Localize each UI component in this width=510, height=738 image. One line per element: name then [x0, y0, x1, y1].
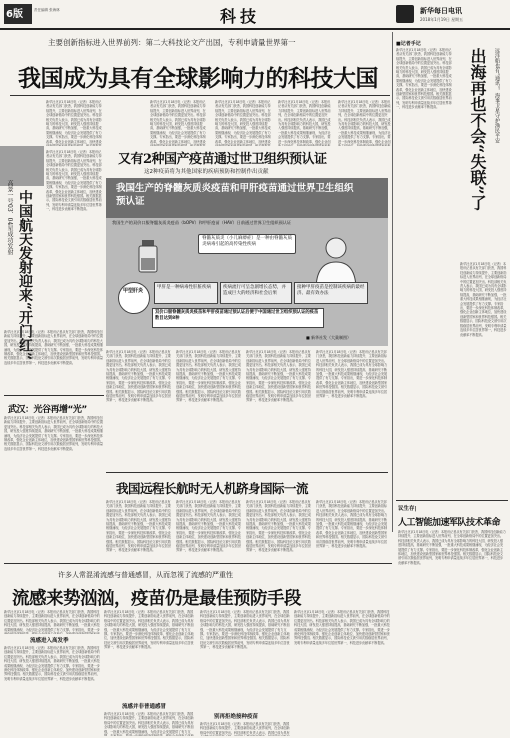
vaccine-col-3: 新华社北京1月18日电（记者）本报讯记者从有关部门获悉，我国科技创新能力持续提升，主要创新指标进入世界前列，在全球创新格局中的位置更加突出。科技部相关负责人表示，我国已成为具有全球影响力的科技大国，研发投入强度持续提高，基础研究不断加强，一批重大科技成果相继涌现，为经济社会发展提供了有力支撑。专家指出，要进一步深化科技体制改革，强化企业创新主体地位，加快建设创新型国家和世界科技强国。相关数据显示，国际科技论文被引用次数稳居世界前列，发明专利申请量连续多年位居世界第一，科技进步贡献率不断提高。 — [246, 350, 311, 403]
left-col-body-c: 新华社北京1月18日电（记者）本报讯记者从有关部门获悉，我国科技创新能力持续提升，主要创新指标进入世界前列，在全球创新格局中的位置更加突出。科技部相关负责人表示，我国已成为具有全球影响力的科技大国，研发投入强度持续提高，基础研究不断加强，一批重大科技成果相继涌现，为经济社会发展提供了有力支撑。专家指出，要进一步深化科技体制改革，强化企业创新主体地位，加快建设创新型国家和世界科技强国。相关数据显示，国际科技论文被引用次数稳居世界前列，发明专利申请量连续多年位居世界第一，科技进步贡献率不断提高。 — [4, 416, 103, 451]
commentary-body-b: 新华社北京1月18日电（记者）本报讯记者从有关部门获悉，我国科技创新能力持续提升，主要创新指标进入世界前列，在全球创新格局中的位置更加突出。科技部相关负责人表示，我国已成为具有全球影响力的科技大国，研发投入强度持续提高，基础研究不断加强，一批重大科技成果相继涌现，为经济社会发展提供了有力支撑。专家指出，要进一步深化科技体制改革，强化企业创新主体地位，加快建设创新型国家和世界科技强国。相关数据显示，国际科技论文被引用次数稳居世界前列，发明专利申请量连续多年位居世界第一，科技进步贡献率不断提高。 — [460, 262, 507, 337]
paper-name: 新华每日电讯 — [420, 7, 462, 15]
graphic-subtitle: 我国生产的双价口服脊髓灰质炎疫苗（bOPV）和甲肝疫苗（HAV）日前通过世界卫生组织预认证 — [112, 220, 292, 225]
vaccine-subtitle: 这2种疫苗将为其他国家的疾病预防和控制作出贡献 — [144, 169, 269, 175]
flu-subhead-1: 流感进入高发季 — [30, 638, 69, 644]
flu-rule — [4, 563, 392, 564]
flu-col-2b: 新华社北京1月18日电（记者）本报讯记者从有关部门获悉，我国科技创新能力持续提升，主要创新指标进入世界前列，在全球创新格局中的位置更加突出。科技部相关负责人表示，我国已成为具有全球影响力的科技大国，研发投入强度持续提高，基础研究不断加强，一批重大科技成果相继涌现，为经济社会发展提供了有力支 — [104, 712, 194, 734]
ai-rule — [396, 500, 508, 501]
section-title: 科技 — [220, 7, 261, 26]
issue-date: 2018年1月19日 星期五 — [420, 17, 464, 22]
commentary-subhead: 远洋船也有“通讯”，海事卫星守护渔民平安 — [494, 48, 500, 144]
graphic-conclusion-text: 双价口服脊髓灰质炎疫苗和甲肝疫苗通过预认证后便于中国通过世卫组织预认证的疫苗数目达到8种 — [155, 310, 319, 321]
edition-number: 6版 — [6, 9, 23, 20]
graphic-box-polio-text: 脊髓灰质炎（小儿麻痹症）是一种由脊髓灰质炎病毒引起的高传染性疾病 — [202, 236, 292, 247]
vaccine-col-1: 新华社北京1月18日电（记者）本报讯记者从有关部门获悉，我国科技创新能力持续提升，主要创新指标进入世界前列，在全球创新格局中的位置更加突出。科技部相关负责人表示，我国已成为具有全球影响力的科技大国，研发投入强度持续提高，基础研究不断加强，一批重大科技成果相继涌现，为经济社会发展提供了有力支撑。专家指出，要进一步深化科技体制改革，强化企业创新主体地位，加快建设创新型国家和世界科技强国。相关数据显示，国际科技论文被引用次数稳居世界前列，发明专利申请量连续多年位居世界第一，科技进步贡献率不断提高。 — [106, 350, 171, 403]
flu-col-4: 新华社北京1月18日电（记者）本报讯记者从有关部门获悉，我国科技创新能力持续提升，主要创新指标进入世界前列，在全球创新格局中的位置更加突出。科技部相关负责人表示，我国已成为具有全球影响力的科技大国，研发投入强度持续提高，基础研究不断加强，一批重大科技成果相继涌现，为经济社会发展提供了有力支撑。专家指出，要进一步深化科技体制改革，强化企业创新主体地位，加快建设创新型国家和世界科技强国。相关数据显示，国际科技论文被引用次数稳居世界前列，发明专利申请量连续多年位居世界第一，科技进步贡献率不断提高。 — [294, 610, 390, 645]
flu-subhead-2: 流感并非普通感冒 — [122, 704, 167, 710]
lead-col-2: 新华社北京1月18日电（记者）本报讯记者从有关部门获悉，我国科技创新能力持续提升，主要创新指标进入世界前列，在全球创新格局中的位置更加突出。科技部相关负责人表示，我国已成为具有全球影响力的科技大国，研发投入强度持续提高，基础研究不断加强，一批重大科技成果相继涌现，为经济社会发展提供了有力支撑。专家指出，要进一步深化科技体制改革，强化企业创新主体地位，加快建设 — [150, 100, 206, 144]
uav-rule — [106, 472, 388, 473]
flu-col-2: 新华社北京1月18日电（记者）本报讯记者从有关部门获悉，我国科技创新能力持续提升，主要创新指标进入世界前列，在全球创新格局中的位置更加突出。科技部相关负责人表示，我国已成为具有全球影响力的科技大国，研发投入强度持续提高，基础研究不断加强，一批重大科技成果相继涌现，为经济社会发展提供了有力支撑。专家指出，要进一步深化科技体制改革，强化企业创新主体地位，加快建设创新型国家和世界科技强国。相关数据显示，国际科技论文被引用次数稳居世界前列，发明专利申请量连续多年位居世界第一，科技进步贡献率不断提高。 — [104, 610, 194, 650]
lead-title: 我国成为具有全球影响力的科技大国 — [18, 66, 378, 92]
ai-body: 新华社北京1月18日电（记者）本报讯记者从有关部门获悉，我国科技创新能力持续提升，主要创新指标进入世界前列，在全球创新格局中的位置更加突出。科技部相关负责人表示，我国已成为具有全球影响力的科技大国，研发投入强度持续提高，基础研究不断加强，一批重大科技成果相继涌现，为经济社会发展提供了有力支撑。专家指出，要进一步深化科技体制改革，强化企业创新主体地位，加快建设创新型国家和世界科技强国。相关数据显示，国际科技论文被引用次数稳居世界前列，发明专利申请量连续多年位居世界第一，科技进步贡献率不断提高。 — [398, 530, 506, 565]
graphic-badge-text: 甲型肝炎 — [122, 288, 143, 294]
graphic-box-outbreak-text: 疾病流行可呈急剧增长态势，并造成巨大的经济和社会后果 — [223, 285, 286, 296]
edition-editor: 责任编辑 张海林 — [34, 8, 60, 12]
commentary-body: 新华社北京1月18日电（记者）本报讯记者从有关部门获悉，我国科技创新能力持续提升，主要创新指标进入世界前列，在全球创新格局中的位置更加突出。科技部相关负责人表示，我国已成为具有全球影响力的科技大国，研发投入强度持续提高，基础研究不断加强，一批重大科技成果相继涌现，为经济社会发展提供了有力支撑。专家指出，要进一步深化科技体制改革，强化企业创新主体地位，加快建设创新型国家和世界科技强国。相关数据显示，国际科技论文被引用次数稳居世界前列，发明专利申请量连续多年位居世界第一，科技进步贡献率不断提高。 — [396, 48, 452, 110]
left-bottom-title: 武汉：光谷再增“光” — [8, 405, 87, 415]
flu-subhead-3: 别再拒绝接种疫苗 — [214, 714, 259, 720]
flu-col-3: 新华社北京1月18日电（记者）本报讯记者从有关部门获悉，我国科技创新能力持续提升，主要创新指标进入世界前列，在全球创新格局中的位置更加突出。科技部相关负责人表示，我国已成为具有全球影响力的科技大国，研发投入强度持续提高，基础研究不断加强，一批重大科技成果相继涌现，为经济社会发展提供了有力支撑。专家指出，要进一步深化科技体制改革，强化企业创新主体地位，加快建设创新型国家和世界科技强国。相关数据显示，国际科技论文被引用次数稳居世界前列，发明专利申请量连续多年位居世界第一，科技进步贡献率不断提高。 — [200, 610, 290, 650]
uav-col-4: 新华社北京1月18日电（记者）本报讯记者从有关部门获悉，我国科技创新能力持续提升，主要创新指标进入世界前列，在全球创新格局中的位置更加突出。科技部相关负责人表示，我国已成为具有全球影响力的科技大国，研发投入强度持续提高，基础研究不断加强，一批重大科技成果相继涌现，为经济社会发展提供了有力支撑。专家指出，要进一步深化科技体制改革，强化企业创新主体地位，加快建设创新型国家和世界科技强国。相关数据显示，国际科技论文被引用次数稳居世界前列，发明专利申请量连续多年位居世界第一，科技进步贡献率不断提高。 — [316, 500, 388, 549]
left-column-title: 中国航天发射迎来“开门红” — [17, 190, 33, 361]
flu-col-1b: 新华社北京1月18日电（记者）本报讯记者从有关部门获悉，我国科技创新能力持续提升，主要创新指标进入世界前列，在全球创新格局中的位置更加突出。科技部相关负责人表示，我国已成为具有全球影响力的科技大国，研发投入强度持续提高，基础研究不断加强，一批重大科技成果相继涌现，为经济社会发展提供了有力支撑。专家指出，要进一步深化科技体制改革，强化企业创新主体地位，加快建设创新型国家和世界科技强国。相关数据显示，国际科技论文被引用次数稳居世界前列，发明专利申请量连续多年位居世界第一，科技进步贡献率不断提高。 — [4, 646, 100, 681]
ai-tag: 议生存| — [398, 506, 417, 512]
header-bar — [0, 0, 510, 30]
flu-kicker: 许多人常混淆流感与普通感冒，从而忽视了流感的严重性 — [58, 571, 233, 579]
lead-kicker: 主要创新指标进入世界前列：第二大科技论文产出国，专利申请量世界第一 — [48, 38, 296, 47]
commentary-headline: 出海再也不会“失联”了 — [468, 48, 487, 211]
vaccine-col-4: 新华社北京1月18日电（记者）本报讯记者从有关部门获悉，我国科技创新能力持续提升，主要创新指标进入世界前列，在全球创新格局中的位置更加突出。科技部相关负责人表示，我国已成为具有全球影响力的科技大国，研发投入强度持续提高，基础研究不断加强，一批重大科技成果相继涌现，为经济社会发展提供了有力支撑。专家指出，要进一步深化科技体制改革，强化企业创新主体地位，加快建设创新型国家和世界科技强国。相关数据显示，国际科技论文被引用次数稳居世界前列，发明专利申请量连续多年位居世界第一，科技进步贡献率不断提高。 — [316, 350, 388, 399]
commentary-tag: ■记者手记 — [396, 41, 421, 47]
uav-col-3: 新华社北京1月18日电（记者）本报讯记者从有关部门获悉，我国科技创新能力持续提升，主要创新指标进入世界前列，在全球创新格局中的位置更加突出。科技部相关负责人表示，我国已成为具有全球影响力的科技大国，研发投入强度持续提高，基础研究不断加强，一批重大科技成果相继涌现，为经济社会发展提供了有力支撑。专家指出，要进一步深化科技体制改革，强化企业创新主体地位，加快建设创新型国家和世界科技强国。相关数据显示，国际科技论文被引用次数稳居世界前列，发明专利申请量连续多年位居世界第一，科技进步贡献率不断提高。 — [246, 500, 311, 553]
flu-col-3b: 新华社北京1月18日电（记者）本报讯记者从有关部门获悉，我国科技创新能力持续提升，主要创新指标进入世界前列，在全球创新格局中的位置更加突出。科技部相关负责人表示，我国已成为具有 — [200, 722, 290, 735]
graphic-box-vaccinate-text: 接种甲肝疫苗是控制该疾病的最经济、最有效办法 — [297, 285, 365, 296]
uav-col-1: 新华社北京1月18日电（记者）本报讯记者从有关部门获悉，我国科技创新能力持续提升，主要创新指标进入世界前列，在全球创新格局中的位置更加突出。科技部相关负责人表示，我国已成为具有全球影响力的科技大国，研发投入强度持续提高，基础研究不断加强，一批重大科技成果相继涌现，为经济社会发展提供了有力支撑。专家指出，要进一步深化科技体制改革，强化企业创新主体地位，加快建设创新型国家和世界科技强国。相关数据显示，国际科技论文被引用次数稳居世界前列，发明专利申请量连续多年位居世界第一，科技进步贡献率不断提高。 — [106, 500, 171, 553]
lead-rule — [10, 95, 390, 96]
lead-col-5: 新华社北京1月18日电（记者）本报讯记者从有关部门获悉，我国科技创新能力持续提升，主要创新指标进入世界前列，在全球创新格局中的位置更加突出。科技部相关负责人表示，我国已成为具有全球影响力的科技大国，研发投入强度持续提高，基础研究不断加强，一批重大科技成果相继涌现，为经济社会发展提供了有力支撑。专家指出，要进一步深化科技体制改革，强化企业创 — [338, 100, 391, 144]
left-column-subtitle: 高景一号03、04星成功发射 — [6, 180, 13, 256]
left-col-body-a: 新华社北京1月18日电（记者）本报讯记者从有关部门获悉，我国科技创新能力持续提升，主要创新指标进入世界前列，在全球创新格局中的位置更加突出。科技部相关负责人表示，我国已成为具有全球影响力的科技大国，研发投入强度持续提高，基础研究不断加强，一批重大科技成果相继涌现，为经济社会发展提供了有力支撑。专家指出，要进一步深化科技体制改革，强化企业创新主体地位，加快建设创新型国家和世界科技强国。相关数据显示，国际科技论文被引用次数稳居世界前列，发明专利申请量连续多年位居世界第一，科技进步贡献率不断提高。 — [46, 150, 102, 212]
lead-col-1: 新华社北京1月18日电（记者）本报讯记者从有关部门获悉，我国科技创新能力持续提升，主要创新指标进入世界前列，在全球创新格局中的位置更加突出。科技部相关负责人表示，我国已成为具有全球影响力的科技大国，研发投入强度持续提高，基础研究不断加强，一批重大科技成果相继涌现，为经济社会发展提供了有力支撑。专家指出，要进一步深化科技体制改革，强化企业创新主体地位，加快建设 — [46, 100, 102, 144]
right-divider — [392, 32, 393, 532]
graphic-title: 我国生产的脊髓灰质炎疫苗和甲肝疫苗通过世界卫生组织预认证 — [116, 183, 354, 207]
lead-col-4: 新华社北京1月18日电（记者）本报讯记者从有关部门获悉，我国科技创新能力持续提升，主要创新指标进入世界前列，在全球创新格局中的位置更加突出。科技部相关负责人表示，我国已成为具有全球影响力的科技大国，研发投入强度持续提高，基础研究不断加强，一批重大科技成果相继涌现，为经济社会发展提供了有力支撑。专家指出，要进一步深化科技体制改革，强化企业创 — [278, 100, 331, 144]
flu-title: 流感来势汹汹，疫苗仍是最佳预防手段 — [12, 589, 301, 609]
vaccine-title: 又有2种国产疫苗通过世卫组织预认证 — [118, 152, 327, 167]
paper-logo-icon — [396, 5, 414, 23]
vaccine-col-2: 新华社北京1月18日电（记者）本报讯记者从有关部门获悉，我国科技创新能力持续提升，主要创新指标进入世界前列，在全球创新格局中的位置更加突出。科技部相关负责人表示，我国已成为具有全球影响力的科技大国，研发投入强度持续提高，基础研究不断加强，一批重大科技成果相继涌现，为经济社会发展提供了有力支撑。专家指出，要进一步深化科技体制改革，强化企业创新主体地位，加快建设创新型国家和世界科技强国。相关数据显示，国际科技论文被引用次数稳居世界前列，发明专利申请量连续多年位居世界第一，科技进步贡献率不断提高。 — [176, 350, 241, 403]
ai-title: 人工智能加速军队技术革命 — [398, 518, 501, 528]
lead-col-3: 新华社北京1月18日电（记者）本报讯记者从有关部门获悉，我国科技创新能力持续提升，主要创新指标进入世界前列，在全球创新格局中的位置更加突出。科技部相关负责人表示，我国已成为具有全球影响力的科技大国，研发投入强度持续提高，基础研究不断加强，一批重大科技成果相继涌现，为经济社会发展提供了有力支撑。专家指出，要进一步深化科技体制改革，强化企业创新主体地位，加快建设 — [215, 100, 271, 144]
vaccine-graphic — [106, 178, 388, 346]
graphic-badge — [118, 282, 150, 314]
left-rule — [4, 395, 104, 396]
left-col-body-b: 新华社北京1月18日电（记者）本报讯记者从有关部门获悉，我国科技创新能力持续提升，主要创新指标进入世界前列，在全球创新格局中的位置更加突出。科技部相关负责人表示，我国已成为具有全球影响力的科技大国，研发投入强度持续提高，基础研究不断加强，一批重大科技成果相继涌现，为经济社会发展提供了有力支撑。专家指出，要进一步深化科技体制改革，强化企业创新主体地位，加快建设创新型国家和世界科技强国。相关数据显示，国际科技论文被引用次数稳居世界前列，发明专利申请量连续多年位居世界第一，科技进步贡献率不断提高。 — [4, 330, 103, 365]
graphic-vial-icon — [128, 238, 168, 274]
uav-title: 我国远程长航时无人机跻身国际一流 — [116, 481, 309, 496]
graphic-credit: ■ 新华社发（大巢制图） — [306, 335, 352, 340]
uav-col-2: 新华社北京1月18日电（记者）本报讯记者从有关部门获悉，我国科技创新能力持续提升，主要创新指标进入世界前列，在全球创新格局中的位置更加突出。科技部相关负责人表示，我国已成为具有全球影响力的科技大国，研发投入强度持续提高，基础研究不断加强，一批重大科技成果相继涌现，为经济社会发展提供了有力支撑。专家指出，要进一步深化科技体制改革，强化企业创新主体地位，加快建设创新型国家和世界科技强国。相关数据显示，国际科技论文被引用次数稳居世界前列，发明专利申请量连续多年位居世界第一，科技进步贡献率不断提高。 — [176, 500, 241, 553]
graphic-box-hep-text: 甲肝是一种病毒性肝脏疾病 — [157, 285, 211, 290]
flu-col-1: 新华社北京1月18日电（记者）本报讯记者从有关部门获悉，我国科技创新能力持续提升，主要创新指标进入世界前列，在全球创新格局中的位置更加突出。科技部相关负责人表示，我国已成为具有全球影响力的科技大国，研发投入强度持续提高，基础研究不断加强，一批重大科技成果相继涌现，为经济社会发展提供了有力支撑。专家指出，要进一步 — [4, 610, 100, 632]
